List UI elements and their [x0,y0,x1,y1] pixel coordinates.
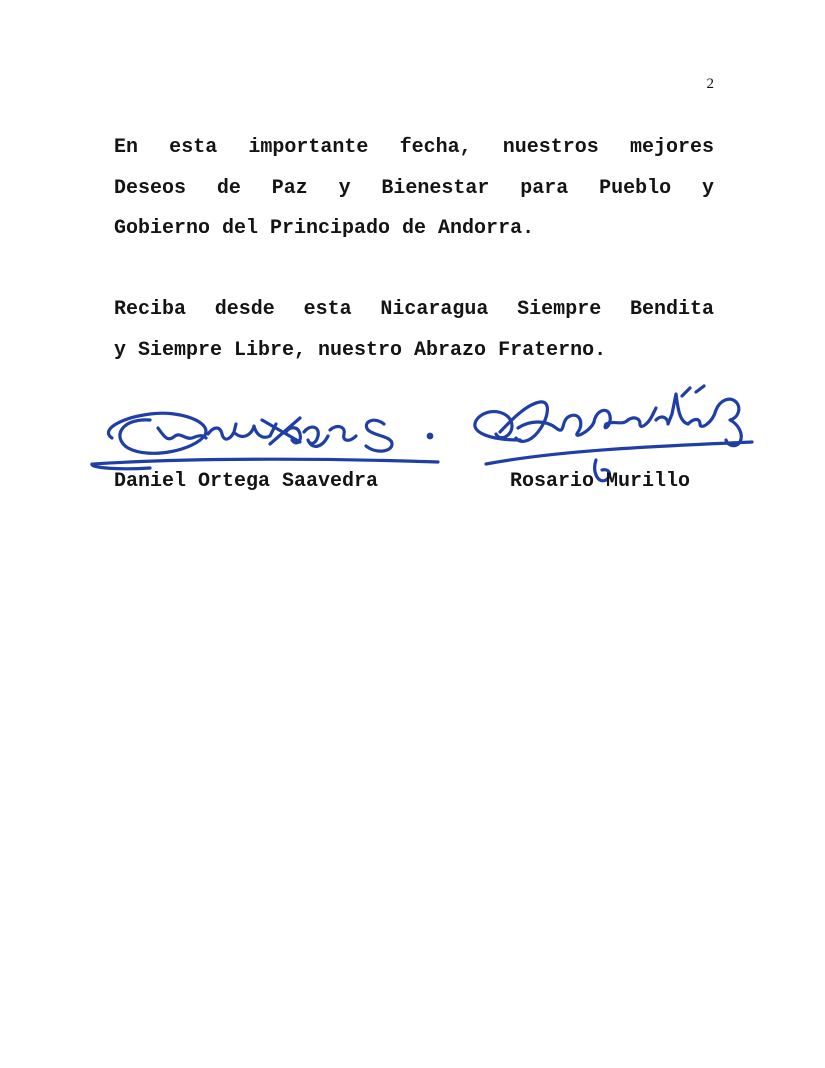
signature-daniel-ortega [92,413,438,469]
paragraph-2 [114,290,714,371]
paragraph-1 [114,128,714,250]
text-line: y Siempre Libre, nuestro Abrazo Fraterno. [114,338,607,362]
text-line: Reciba desde esta Nicaragua Siempre Bendita [114,298,714,321]
letter-body [114,128,714,371]
page-number: 2 [706,76,714,92]
text-line: En esta importante fecha, nuestros mejores [114,136,714,159]
text-line: Gobierno del Principado de Andorra. [114,217,535,240]
signer-name-left: Daniel Ortega Saavedra [114,470,379,493]
text-line: Deseos de Paz y Bienestar para Pueblo y [114,176,714,200]
signature-rosario-murillo [475,386,752,481]
paragraph-spacer [114,250,714,291]
signer-name-right: Rosario Murillo [510,470,691,493]
